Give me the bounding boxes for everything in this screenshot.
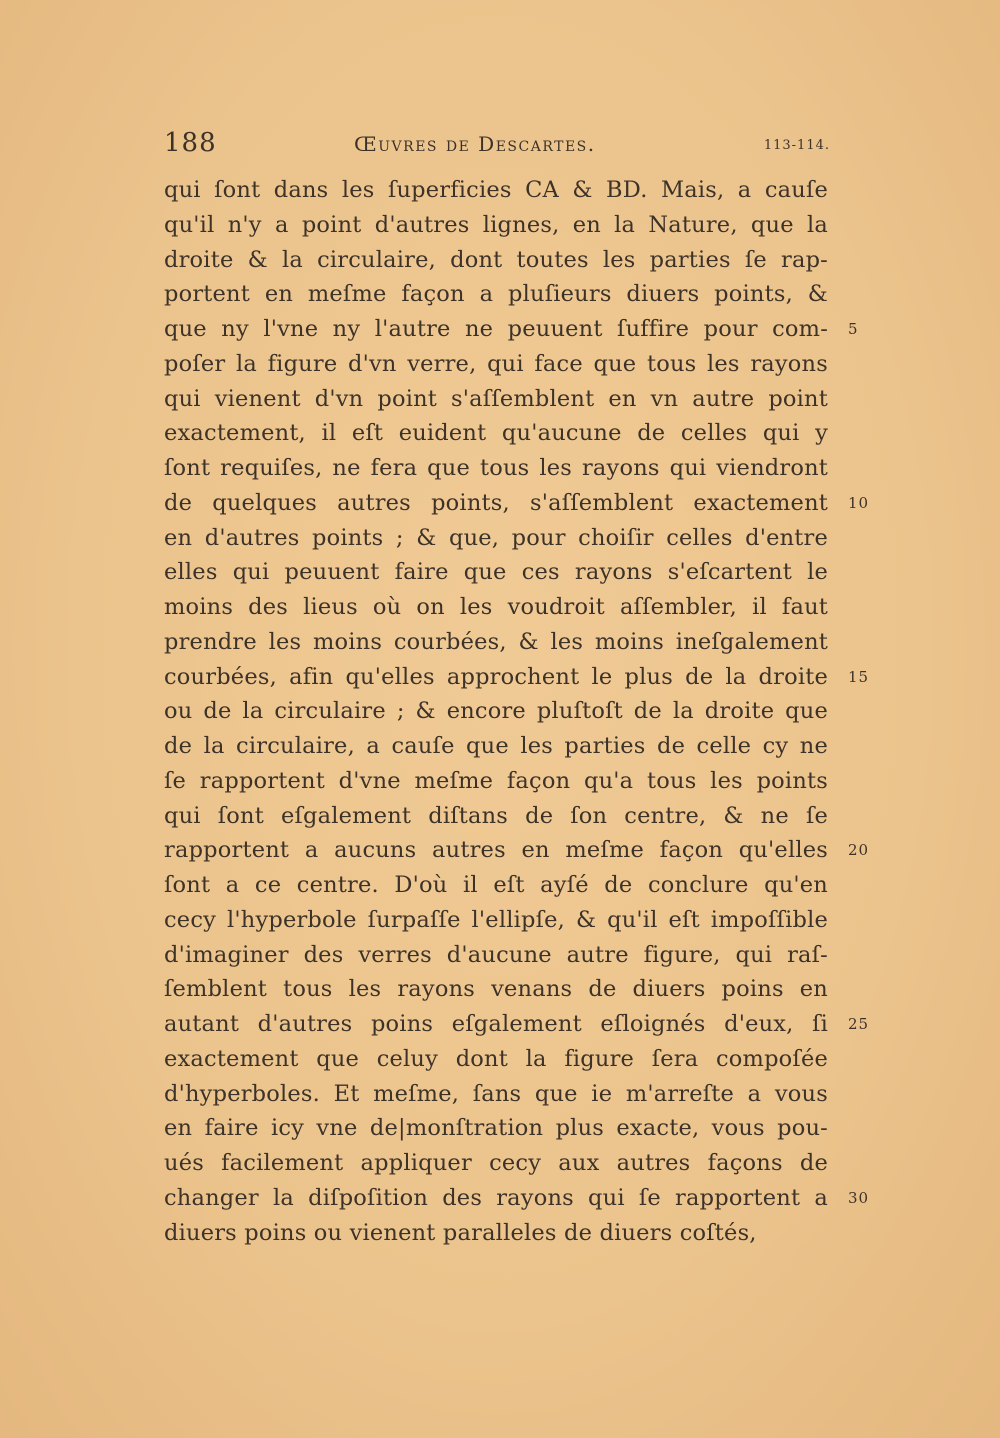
text-line: exactement que celuy dont la figure ſera compoſée xyxy=(164,1045,828,1072)
text-line: en d'autres points ; & que, pour choiſir celles d'entre xyxy=(164,524,828,551)
body-text xyxy=(164,173,828,1250)
line-number-15: 15 xyxy=(848,667,870,686)
text-line: qui vienent d'vn point s'aſſemblent en vn autre point xyxy=(164,385,828,412)
line-number-5: 5 xyxy=(848,320,859,338)
text-line: ſont a ce centre. D'où il eſt ayſé de conclure qu'en xyxy=(164,872,828,898)
text-line: rapportent a aucuns autres en meſme façon qu'elles xyxy=(164,837,828,864)
text-line: poſer la figure d'vn verre, qui face que tous les rayons xyxy=(164,350,828,377)
text-line: cecy l'hyperbole ſurpaſſe l'ellipſe, & qu'il eſt impoſſible xyxy=(164,906,828,933)
text-line: ués facilement appliquer cecy aux autres façons de xyxy=(164,1150,828,1176)
text-line: qui ſont dans les ſuperficies CA & BD. Mais, a cauſe xyxy=(164,177,828,203)
text-line: ou de la circulaire ; & encore pluſtoſt de la droite que xyxy=(164,698,828,725)
text-line: ſemblent tous les rayons venans de diuers poins en xyxy=(164,976,828,1003)
text-line: en faire icy vne de|monſtration plus exacte, vous pou- xyxy=(164,1115,828,1142)
text-line: de la circulaire, a cauſe que les parties de celle cy ne xyxy=(164,733,828,759)
text-line: diuers poins ou vienent paralleles de diuers coſtés, xyxy=(164,1219,757,1246)
line-number-10: 10 xyxy=(848,493,870,512)
line-number-20: 20 xyxy=(848,841,870,860)
text-line: portent en meſme façon a pluſieurs diuers points, & xyxy=(164,281,828,308)
text-line: ſont requiſes, ne fera que tous les rayons qui viendront xyxy=(164,455,828,481)
running-title: Œuvres de Descartes. xyxy=(354,132,596,156)
text-line: autant d'autres poins eſgalement eſloignés d'eux, ſi xyxy=(164,1011,828,1037)
text-line: moins des lieus où on les voudroit aſſembler, il faut xyxy=(164,594,828,620)
text-line: de quelques autres points, s'aſſemblent exactement xyxy=(164,489,828,516)
text-line: d'imaginer des verres d'aucune autre figure, qui raſ- xyxy=(164,941,828,968)
text-line: d'hyperboles. Et meſme, ſans que ie m'arreſte a vous xyxy=(164,1080,828,1107)
text-line: exactement, il eſt euident qu'aucune de celles qui y xyxy=(164,420,828,447)
page-number: 188 xyxy=(164,128,217,158)
line-number-25: 25 xyxy=(848,1015,870,1033)
folio-reference: 113-114. xyxy=(763,138,830,153)
text-line: que ny l'vne ny l'autre ne peuuent ſuffire pour com- xyxy=(164,316,828,342)
text-line: changer la diſpoſition des rayons qui ſe rapportent a xyxy=(164,1184,828,1211)
text-line: prendre les moins courbées, & les moins ineſgalement xyxy=(164,628,828,655)
text-line: elles qui peuuent faire que ces rayons s'eſcartent le xyxy=(164,559,828,586)
text-line: ſe rapportent d'vne meſme façon qu'a tous les points xyxy=(164,767,828,794)
text-line: courbées, afin qu'elles approchent le plus de la droite xyxy=(164,663,828,690)
text-line: qui ſont eſgalement diſtans de ſon centre, & ne ſe xyxy=(164,802,828,829)
text-line: qu'il n'y a point d'autres lignes, en la Nature, que la xyxy=(164,211,828,238)
line-number-30: 30 xyxy=(848,1188,870,1207)
page-header xyxy=(164,124,830,164)
margin-line-numbers xyxy=(848,173,888,1216)
text-line: droite & la circulaire, dont toutes les parties ſe rap- xyxy=(164,246,828,273)
